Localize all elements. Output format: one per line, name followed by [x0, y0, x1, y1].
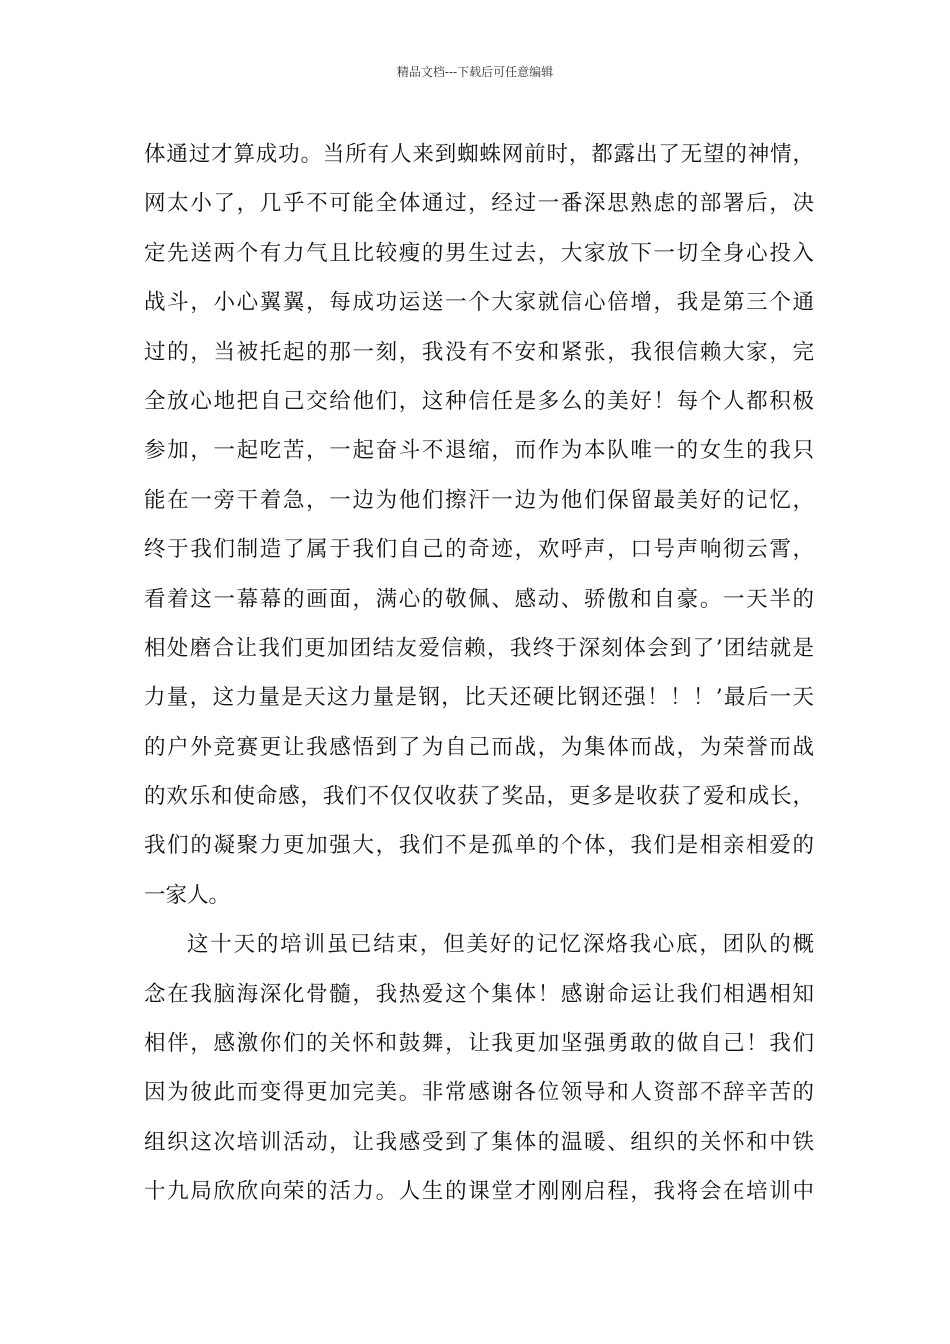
paragraph-2	[144, 920, 814, 1216]
page-header: 精品文档---下载后可任意编辑	[396, 65, 554, 79]
text-line: 看着这一幕幕的画面，满心的敬佩、感动、骄傲和自豪。一天半的	[144, 586, 814, 612]
text-line: 念在我脑海深化骨髓，我热爱这个集体！感谢命运让我们相遇相知	[144, 981, 814, 1007]
text-line: 因为彼此而变得更加完美。非常感谢各位领导和人资部不辞辛苦的	[144, 1080, 814, 1106]
text-line: 相伴，感激你们的关怀和鼓舞，让我更加坚强勇敢的做自己！我们	[144, 1031, 814, 1057]
text-line: 我们的凝聚力更加强大，我们不是孤单的个体，我们是相亲相爱的	[144, 833, 814, 859]
text-line: 力量，这力量是天这力量是钢，比天还硬比钢还强！！！’最后一天	[144, 685, 814, 711]
text-line: 过的，当被托起的那一刻，我没有不安和紧张，我很信赖大家，完	[144, 339, 814, 365]
text-line: 一家人。	[144, 882, 231, 908]
text-line: 定先送两个有力气且比较瘦的男生过去，大家放下一切全身心投入	[144, 240, 814, 266]
text-line: 能在一旁干着急，一边为他们擦汗一边为他们保留最美好的记忆，	[144, 487, 814, 513]
text-line: 组织这次培训活动，让我感受到了集体的温暖、组织的关怀和中铁	[144, 1129, 814, 1155]
text-line: 的欢乐和使命感，我们不仅仅收获了奖品，更多是收获了爱和成长，	[144, 784, 814, 810]
text-line: 全放心地把自己交给他们，这种信任是多么的美好！每个人都积极	[144, 388, 814, 414]
paragraph-1	[144, 130, 814, 920]
text-line: 终于我们制造了属于我们自己的奇迹，欢呼声，口号声响彻云霄，	[144, 537, 814, 563]
text-line: 网太小了，几乎不可能全体通过，经过一番深思熟虑的部署后，决	[144, 191, 814, 217]
text-line: 相处磨合让我们更加团结友爱信赖，我终于深刻体会到了’团结就是	[144, 635, 814, 661]
text-line: 体通过才算成功。当所有人来到蜘蛛网前时，都露出了无望的神情，	[144, 142, 814, 167]
text-line: 参加，一起吃苦，一起奋斗不退缩，而作为本队唯一的女生的我只	[144, 438, 814, 464]
text-line: 这十天的培训虽已结束，但美好的记忆深烙我心底，团队的概	[187, 932, 814, 958]
text-line: 十九局欣欣向荣的活力。人生的课堂才刚刚启程，我将会在培训中	[144, 1179, 814, 1205]
text-line: 战斗，小心翼翼，每成功运送一个大家就信心倍增，我是第三个通	[144, 290, 814, 316]
text-line: 的户外竞赛更让我感悟到了为自己而战，为集体而战，为荣誉而战	[144, 734, 814, 760]
body-text	[144, 130, 814, 1217]
